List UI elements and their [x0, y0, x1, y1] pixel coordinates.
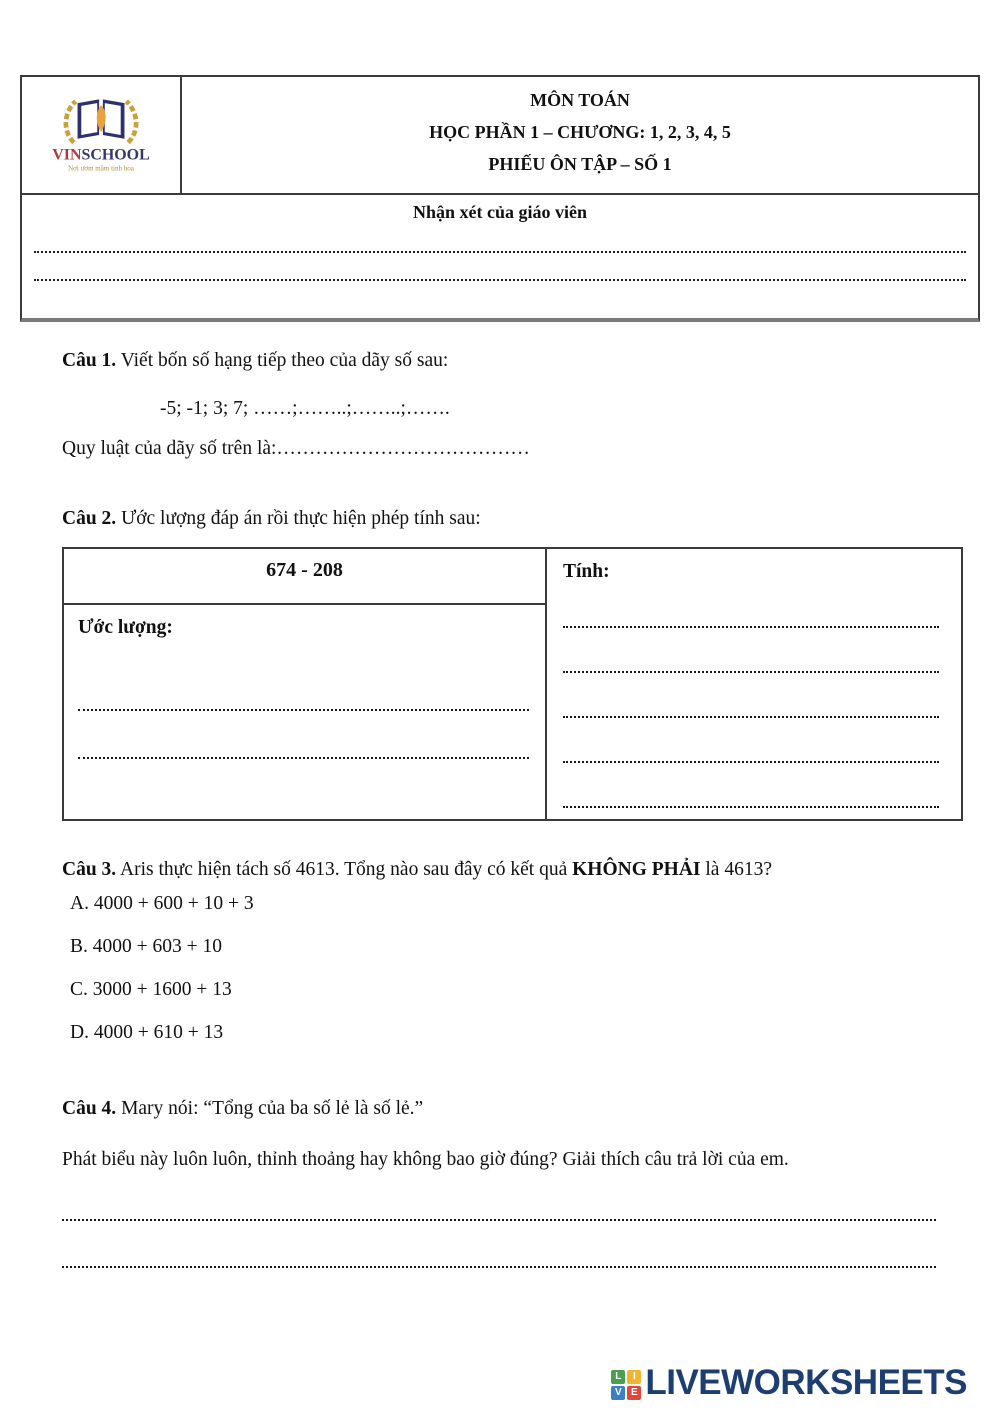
question-2-heading [62, 506, 963, 532]
compute-answer-line[interactable] [563, 792, 939, 808]
option-d[interactable]: D. 4000 + 610 + 13 [70, 1022, 224, 1043]
school-tagline: Nơi ươm mầm tinh hoa [68, 164, 134, 173]
question-3-heading [62, 857, 963, 883]
option-b[interactable]: B. 4000 + 603 + 10 [70, 936, 223, 957]
school-logo-cell [22, 77, 182, 193]
school-name: VINSCHOOL [52, 146, 150, 164]
question-4-prompt: Phát biểu này luôn luôn, thỉnh thoảng hay không bao giờ đúng? Giải thích câu trả lời của em. [62, 1149, 789, 1170]
question-4-label: Câu 4. [62, 1098, 117, 1119]
question-4-answer-line[interactable] [62, 1251, 936, 1268]
header-top-row [22, 77, 978, 195]
brand-square-v: V [611, 1386, 625, 1400]
laurel-left [66, 101, 76, 142]
option-c[interactable]: C. 3000 + 1600 + 13 [70, 979, 232, 1000]
question-1-label: Câu 1. [62, 350, 117, 371]
brand-square-l: L [611, 1370, 625, 1384]
question-1-text: Viết bốn số hạng tiếp theo của dãy số sau: [120, 350, 449, 371]
question-1-heading [62, 348, 963, 374]
question-2-label: Câu 2. [62, 508, 117, 529]
question-3-text: Aris thực hiện tách số 4613. Tổng nào sau đây có kết quả [120, 859, 568, 880]
liveworksheets-icon [611, 1370, 641, 1400]
compute-column [545, 549, 961, 819]
title-sheet-number: PHIẾU ÔN TẬP – SỐ 1 [488, 154, 672, 174]
liveworksheets-logo[interactable] [611, 1363, 967, 1403]
question-1 [62, 348, 963, 460]
brand-square-i: I [627, 1370, 641, 1384]
option-a[interactable]: A. 4000 + 600 + 10 + 3 [70, 893, 254, 914]
worksheet-body [62, 322, 963, 1268]
compute-label: Tính: [563, 561, 610, 582]
teacher-comment-line [34, 233, 966, 253]
header-box [20, 75, 980, 322]
teacher-comment-label: Nhận xét của giáo viên [412, 202, 587, 222]
question-2-text: Ước lượng đáp án rồi thực hiện phép tính sau: [121, 508, 481, 529]
title-subject: MÔN TOÁN [530, 90, 630, 110]
question-4-answer-area [62, 1204, 963, 1268]
laurel-right [126, 101, 136, 142]
compute-answer-line[interactable] [563, 747, 939, 763]
question-3-text-after: là 4613? [705, 859, 772, 880]
estimate-answer-line[interactable] [78, 743, 529, 759]
question-3 [62, 857, 963, 1045]
expression-cell: 674 - 208 [64, 549, 545, 605]
estimate-column [64, 549, 545, 819]
liveworksheets-wordmark: LIVEWORKSHEETS [645, 1363, 967, 1402]
question-2-table [62, 547, 963, 821]
estimate-answer-line[interactable] [78, 695, 529, 711]
question-4-answer-line[interactable] [62, 1204, 936, 1221]
teacher-comment-section [22, 195, 978, 281]
estimate-label: Ước lượng: [78, 617, 173, 638]
question-1-rule-blank[interactable]: Quy luật của dãy số trên là:………………………………… [62, 438, 530, 459]
question-4-text: Mary nói: “Tổng của ba số lẻ là số lẻ.” [121, 1098, 424, 1119]
question-3-label: Câu 3. [62, 859, 117, 880]
compute-answer-line[interactable] [563, 612, 939, 628]
book-icon [78, 99, 125, 138]
estimate-cell [64, 605, 545, 819]
question-3-emphasis: KHÔNG PHẢI [572, 859, 701, 880]
question-3-options [62, 891, 963, 1045]
title-chapter: HỌC PHẦN 1 – CHƯƠNG: 1, 2, 3, 4, 5 [429, 122, 731, 142]
vinschool-logo [40, 86, 162, 184]
question-4-heading [62, 1096, 963, 1122]
compute-answer-line[interactable] [563, 657, 939, 673]
question-2 [62, 506, 963, 821]
worksheet-title-block [182, 77, 978, 193]
question-4 [62, 1096, 963, 1268]
teacher-comment-line [34, 261, 966, 281]
question-1-sequence[interactable]: -5; -1; 3; 7; ……;……..;……..;……. [160, 398, 450, 419]
compute-answer-line[interactable] [563, 702, 939, 718]
brand-square-e: E [627, 1386, 641, 1400]
